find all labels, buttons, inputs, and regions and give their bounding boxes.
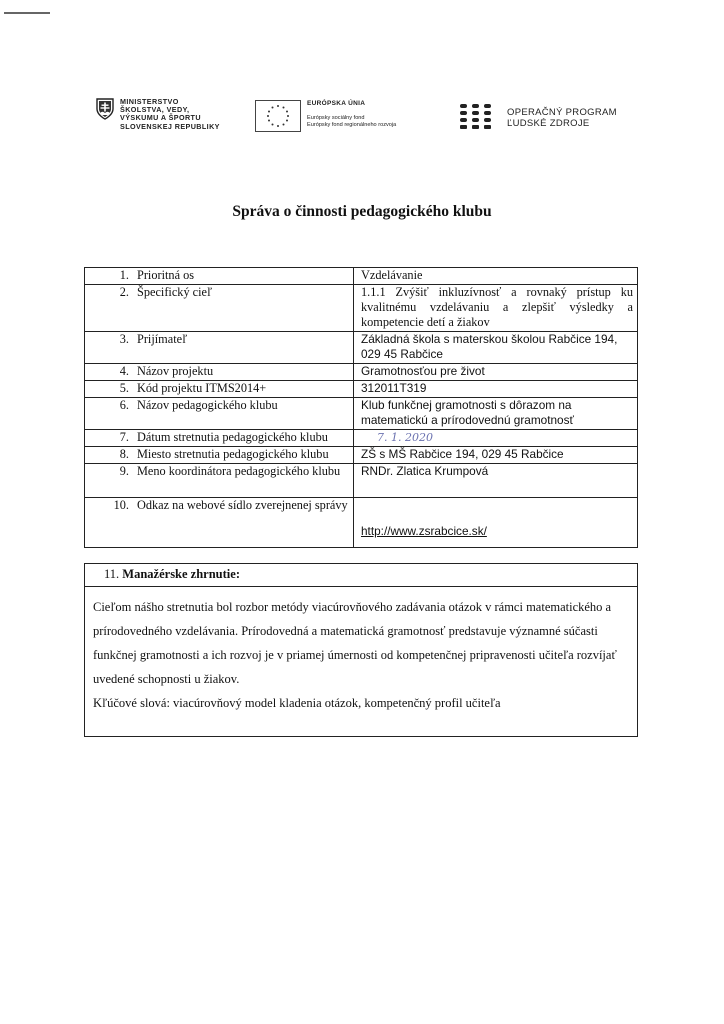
row-label: Názov projektu (137, 364, 214, 378)
ministry-line-3: VÝSKUMU A ŠPORTU (120, 113, 201, 123)
table-row (85, 447, 638, 464)
row-value: RNDr. Zlatica Krumpová (354, 464, 638, 498)
ministry-line-2: ŠKOLSTVA, VEDY, (120, 105, 190, 115)
eu-line-1: Európsky sociálny fond (307, 115, 365, 121)
eu-flag-icon (255, 100, 301, 132)
row-value: 312011T319 (354, 381, 638, 398)
op-line-1: OPERAČNÝ PROGRAM (507, 106, 617, 118)
row-label: Miesto stretnutia pedagogického klubu (137, 447, 329, 461)
project-info-table (84, 267, 638, 548)
row-label: Prioritná os (137, 268, 195, 282)
row-value: Gramotnosťou pre život (354, 364, 638, 381)
row-value: Základná škola s materskou školou Rabčice 194, 029 45 Rabčice (354, 332, 638, 364)
website-link[interactable]: http://www.zsrabcice.sk/ (361, 524, 487, 538)
op-line-2: ĽUDSKÉ ZDROJE (507, 118, 590, 129)
slovak-crest-icon (96, 98, 114, 120)
row-value: Klub funkčnej gramotnosti s dôrazom na matematickú a prírodovednú gramotnosť (354, 398, 638, 430)
row-number: 10. (113, 498, 129, 512)
table-row (85, 332, 638, 364)
row-value: ZŠ s MŠ Rabčice 194, 029 45 Rabčice (354, 447, 638, 464)
summary-text: Cieľom nášho stretnutia bol rozbor metódy viacúrovňového zadávania otázok v rámci matematického a prírodovedného vzdelávania. Prírodovedná a matematická gramotnosť predstavuje významné súčasti funkčnej gramotnosti a ich rozvoj je v priamej úmernosti od kompetenčnej pripravenosti učiteľa rozvíjať uvedené schopnosti u žiakov. (93, 600, 617, 686)
op-logo (459, 103, 617, 133)
summary-heading-text: Manažérske zhrnutie: (122, 567, 240, 581)
table-row (85, 464, 638, 498)
handwritten-date: 7. 1. 2020 (377, 431, 433, 444)
row-label: Kód projektu ITMS2014+ (137, 381, 267, 395)
table-row (85, 364, 638, 381)
row-number: 4. (119, 364, 129, 378)
row-value: Vzdelávanie (354, 268, 638, 285)
eu-logo (255, 100, 396, 132)
row-label: Špecifický cieľ (137, 285, 212, 299)
table-row (85, 381, 638, 398)
table-row (85, 498, 638, 548)
ministry-line-1: MINISTERSTVO (120, 97, 179, 106)
row-number: 9. (119, 464, 129, 478)
row-label: Dátum stretnutia pedagogického klubu (137, 430, 328, 444)
ministry-logo (96, 98, 220, 131)
summary-keywords: Kľúčové slová: viacúrovňový model kladenia otázok, kompetenčný profil učiteľa (93, 696, 501, 710)
row-label: Meno koordinátora pedagogického klubu (137, 464, 341, 478)
summary-heading (85, 564, 637, 587)
row-label: Odkaz na webové sídlo zverejnenej správy (137, 498, 348, 512)
row-value: 1.1.1 Zvýšiť inkluzívnosť a rovnaký prístup ku kvalitnému vzdelávaniu a zlepšiť výsledky a kompetencie detí a žiakov (354, 285, 638, 332)
op-dots-icon (459, 103, 493, 133)
row-number: 3. (119, 332, 129, 346)
table-row (85, 285, 638, 332)
row-label: Názov pedagogického klubu (137, 398, 278, 412)
row-number: 7. (119, 430, 129, 444)
ministry-line-4: SLOVENSKEJ REPUBLIKY (120, 121, 220, 131)
table-row (85, 398, 638, 430)
table-row (85, 268, 638, 285)
row-number: 6. (119, 398, 129, 412)
eu-title: EURÓPSKA ÚNIA (307, 100, 366, 107)
row-number: 5. (119, 381, 129, 395)
row-number: 2. (119, 285, 129, 299)
scan-artifact-line (4, 12, 50, 14)
summary-heading-number: 11. (104, 567, 120, 581)
eu-line-2: Európsky fond regionálneho rozvoja (307, 122, 397, 128)
row-label: Prijímateľ (137, 332, 188, 346)
document-title: Správa o činnosti pedagogického klubu (232, 203, 492, 220)
row-number: 8. (119, 447, 129, 461)
row-number: 1. (119, 268, 129, 282)
table-row (85, 430, 638, 447)
management-summary-box (84, 563, 638, 737)
